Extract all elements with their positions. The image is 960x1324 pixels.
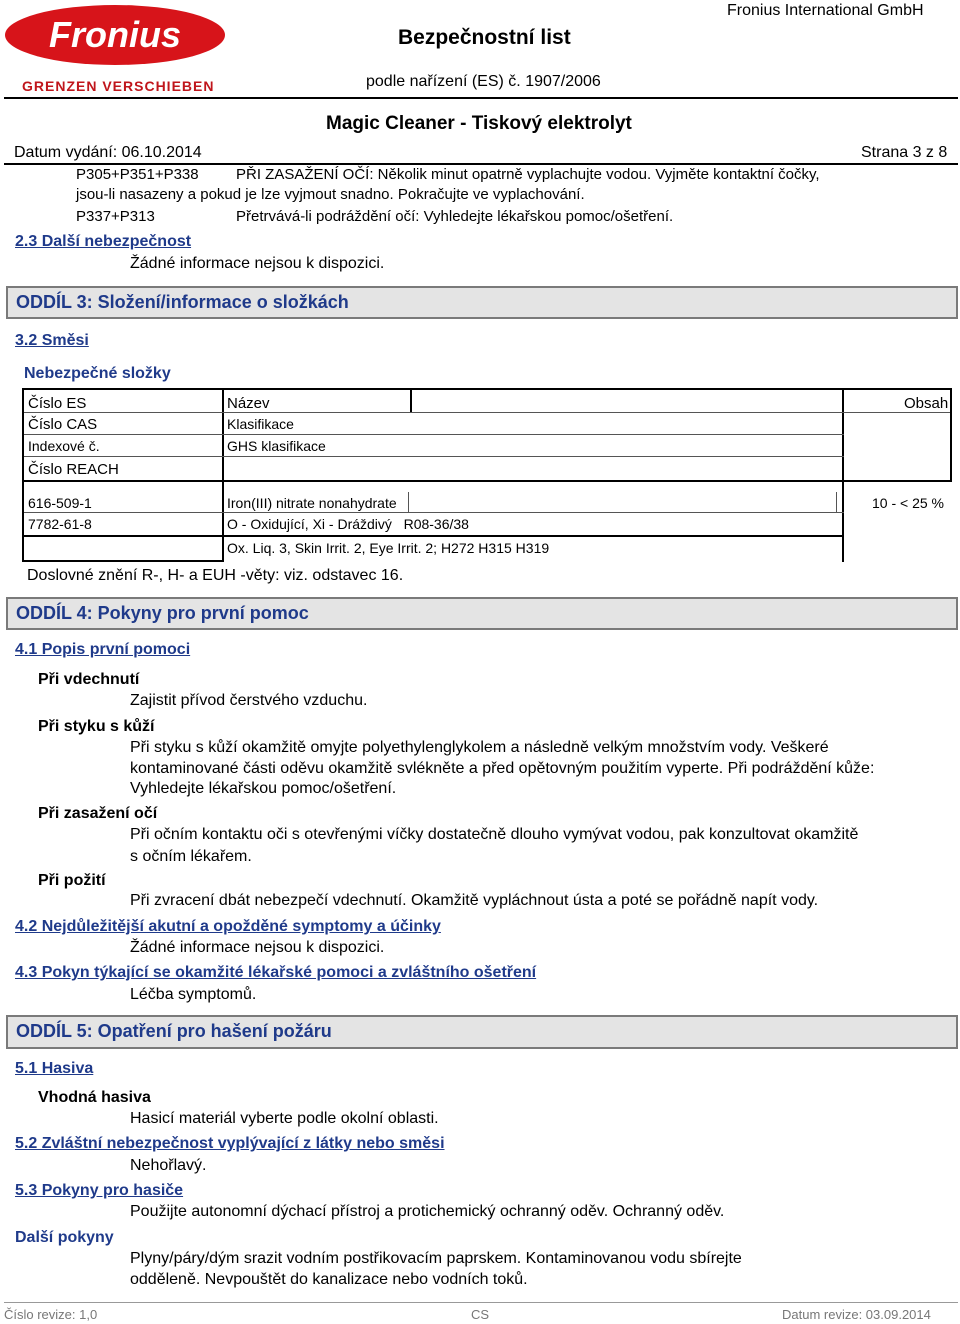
regulation: podle nařízení (ES) č. 1907/2006 — [366, 73, 601, 90]
issue-date: Datum vydání: 06.10.2014 — [14, 144, 202, 161]
text-4-2: Žádné informace nejsou k dispozici. — [130, 939, 385, 956]
table-row-rule — [22, 535, 844, 537]
cell-content: 10 - < 25 % — [872, 495, 944, 511]
further-info-text-1: Plyny/páry/dým srazit vodním postřikovacím paprskem. Kontaminovanou vodu sbírejte — [130, 1250, 742, 1267]
header-rule-bottom — [4, 163, 958, 165]
heading-2-3: 2.3 Další nebezpečnost — [15, 233, 192, 250]
company-name: Fronius International GmbH — [727, 2, 924, 19]
table-grid-h2 — [24, 434, 844, 435]
table-header-bottom — [22, 480, 952, 482]
section-3-bar — [6, 286, 958, 319]
p-code-1: P305+P351+P338 — [76, 166, 199, 183]
p-code-2: P337+P313 — [76, 208, 155, 225]
further-info-heading: Další pokyny — [15, 1229, 114, 1246]
col-header-cas: Číslo CAS — [28, 416, 98, 433]
heading-5-1: 5.1 Hasiva — [15, 1060, 94, 1077]
col-header-reach: Číslo REACH — [28, 461, 119, 478]
eye-heading: Při zasažení očí — [38, 805, 158, 822]
table-caption: Nebezpečné složky — [24, 365, 171, 382]
skin-text-2: kontaminované části oděvu okamžitě svlékněte a před opětovným použitím vyperte. Při podráždění kůže: — [130, 760, 875, 777]
table-grid-h4 — [24, 512, 844, 513]
header-rule-top — [4, 97, 958, 99]
table-grid-v1 — [408, 492, 409, 512]
col-header-class: Klasifikace — [227, 416, 294, 432]
p-text-1-cont: jsou-li nasazeny a pokud je lze vyjmout snadno. Pokračujte ve vyplachování. — [76, 186, 585, 203]
footer-revision-date: Datum revize: 03.09.2014 — [782, 1307, 931, 1322]
col-header-name: Název — [227, 395, 270, 412]
ingestion-text: Při zvracení dbát nebezpečí vdechnutí. Okamžitě vypláchnout ústa a poté se pořádně napít vody. — [130, 892, 819, 909]
logo-text: Fronius — [49, 14, 181, 55]
col-header-es: Číslo ES — [28, 395, 87, 412]
section-4-title: ODDÍL 4: Pokyny pro první pomoc — [16, 603, 309, 623]
table-top-border — [22, 388, 952, 390]
table-grid-v2 — [836, 492, 837, 512]
eye-text-1: Při očním kontaktu oči s otevřenými víčky dostatečně dlouho vymývat vodou, pak konzultovat okamžitě — [130, 826, 859, 843]
logo-tagline: GRENZEN VERSCHIEBEN — [22, 78, 215, 94]
product-name: Magic Cleaner - Tiskový elektrolyt — [326, 113, 632, 134]
skin-text-1: Při styku s kůží okamžitě omyjte polyethylenglykolem a následně velkým množstvím vody. Veškeré — [130, 739, 829, 756]
cell-es: 616-509-1 — [28, 495, 92, 511]
cell-name: Iron(III) nitrate nonahydrate — [227, 495, 397, 511]
heading-4-3: 4.3 Pokyn týkající se okamžité lékařské pomoci a zvláštního ošetření — [15, 964, 537, 981]
page-number: Strana 3 z 8 — [861, 144, 948, 161]
table-bottom-corner — [842, 560, 844, 562]
ingestion-heading: Při požití — [38, 872, 106, 889]
further-info-text-2: odděleně. Nevpouštět do kanalizace nebo vodních toků. — [130, 1271, 528, 1288]
inhalation-text: Zajistit přívod čerstvého vzduchu. — [130, 692, 368, 709]
doc-title: Bezpečnostní list — [398, 26, 571, 49]
r-phrases-note: Doslovné znění R-, H- a EUH -věty: viz. odstavec 16. — [27, 567, 404, 584]
col-header-index: Indexové č. — [28, 438, 100, 454]
footer-language: CS — [471, 1307, 490, 1322]
cell-class: O - Oxidující, Xi - Dráždivý R08-36/38 — [227, 516, 469, 532]
p-text-1: PŘI ZASAŽENÍ OČÍ: Několik minut opatrně vyplachujte vodou. Vyjměte kontaktní čočky, — [236, 166, 820, 183]
col-header-content: Obsah — [904, 395, 949, 412]
cell-cas: 7782-61-8 — [28, 516, 92, 532]
heading-5-2: 5.2 Zvláštní nebezpečnost vyplývající z látky nebo směsi — [15, 1135, 445, 1152]
text-2-3: Žádné informace nejsou k dispozici. — [130, 255, 385, 272]
eye-text-2: s očním lékařem. — [130, 848, 252, 865]
footer-revision: Číslo revize: 1,0 — [4, 1307, 98, 1322]
text-5-3: Použijte autonomní dýchací přístroj a protichemický ochranný oděv. Ochranný oděv. — [130, 1203, 725, 1220]
section-5-title: ODDÍL 5: Opatření pro hašení požáru — [16, 1021, 332, 1041]
heading-4-2: 4.2 Nejdůležitější akutní a opožděné symptomy a účinky — [15, 918, 441, 935]
inhalation-heading: Při vdechnutí — [38, 671, 140, 688]
text-4-3: Léčba symptomů. — [130, 986, 257, 1003]
heading-4-1: 4.1 Popis první pomoci — [15, 641, 191, 658]
table-bottom-left — [22, 560, 222, 562]
table-grid-h3 — [24, 456, 844, 457]
table-col-divider-3 — [410, 388, 412, 412]
suitable-media-text: Hasicí materiál vyberte podle okolní oblasti. — [130, 1110, 439, 1127]
footer-rule — [4, 1302, 958, 1303]
table-right-border — [950, 388, 952, 480]
section-4-bar — [6, 597, 958, 630]
suitable-media-heading: Vhodná hasiva — [38, 1089, 151, 1106]
text-5-2: Nehořlavý. — [130, 1157, 207, 1174]
section-5-bar — [6, 1015, 958, 1049]
cell-ghs: Ox. Liq. 3, Skin Irrit. 2, Eye Irrit. 2; H272 H315 H319 — [227, 540, 550, 556]
section-3-title: ODDÍL 3: Složení/informace o složkách — [16, 292, 349, 312]
heading-5-3: 5.3 Pokyny pro hasiče — [15, 1182, 184, 1199]
heading-3-2: 3.2 Směsi — [15, 332, 89, 349]
skin-heading: Při styku s kůží — [38, 718, 155, 735]
table-grid-h1 — [24, 412, 950, 413]
col-header-ghs: GHS klasifikace — [227, 438, 326, 454]
fronius-logo-shape — [4, 4, 226, 66]
skin-text-3: Vyhledejte lékařskou pomoc/ošetření. — [130, 780, 397, 797]
p-text-2: Přetrvává-li podráždění očí: Vyhledejte lékařskou pomoc/ošetření. — [236, 208, 674, 225]
